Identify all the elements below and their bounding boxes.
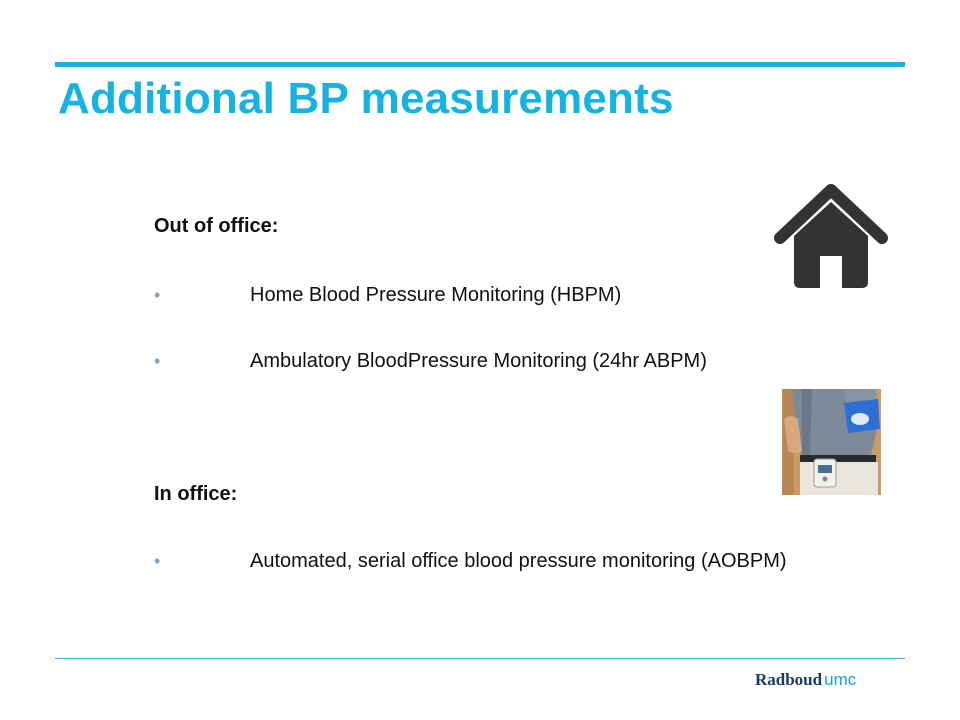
home-icon xyxy=(772,182,890,290)
top-divider xyxy=(55,62,905,67)
bullet-marker: • xyxy=(154,551,161,571)
bottom-divider xyxy=(55,658,905,659)
bullet-marker: • xyxy=(154,351,161,371)
slide-title: Additional BP measurements xyxy=(58,74,674,123)
section-heading-in-office: In office: xyxy=(154,483,238,505)
list-item-abpm: Ambulatory BloodPressure Monitoring (24hr ABPM) xyxy=(250,350,707,372)
list-item-hbpm: Home Blood Pressure Monitoring (HBPM) xyxy=(250,284,622,306)
list-item-aobpm: Automated, serial office blood pressure monitoring (AOBPM) xyxy=(250,550,787,572)
logo-name: Radboud xyxy=(755,670,823,689)
section-heading-out-of-office: Out of office: xyxy=(154,215,279,237)
ambulatory-monitor-photo xyxy=(782,389,881,495)
radboudumc-logo xyxy=(755,670,856,690)
bullet-marker: • xyxy=(154,285,161,305)
logo-suffix: umc xyxy=(824,670,857,689)
